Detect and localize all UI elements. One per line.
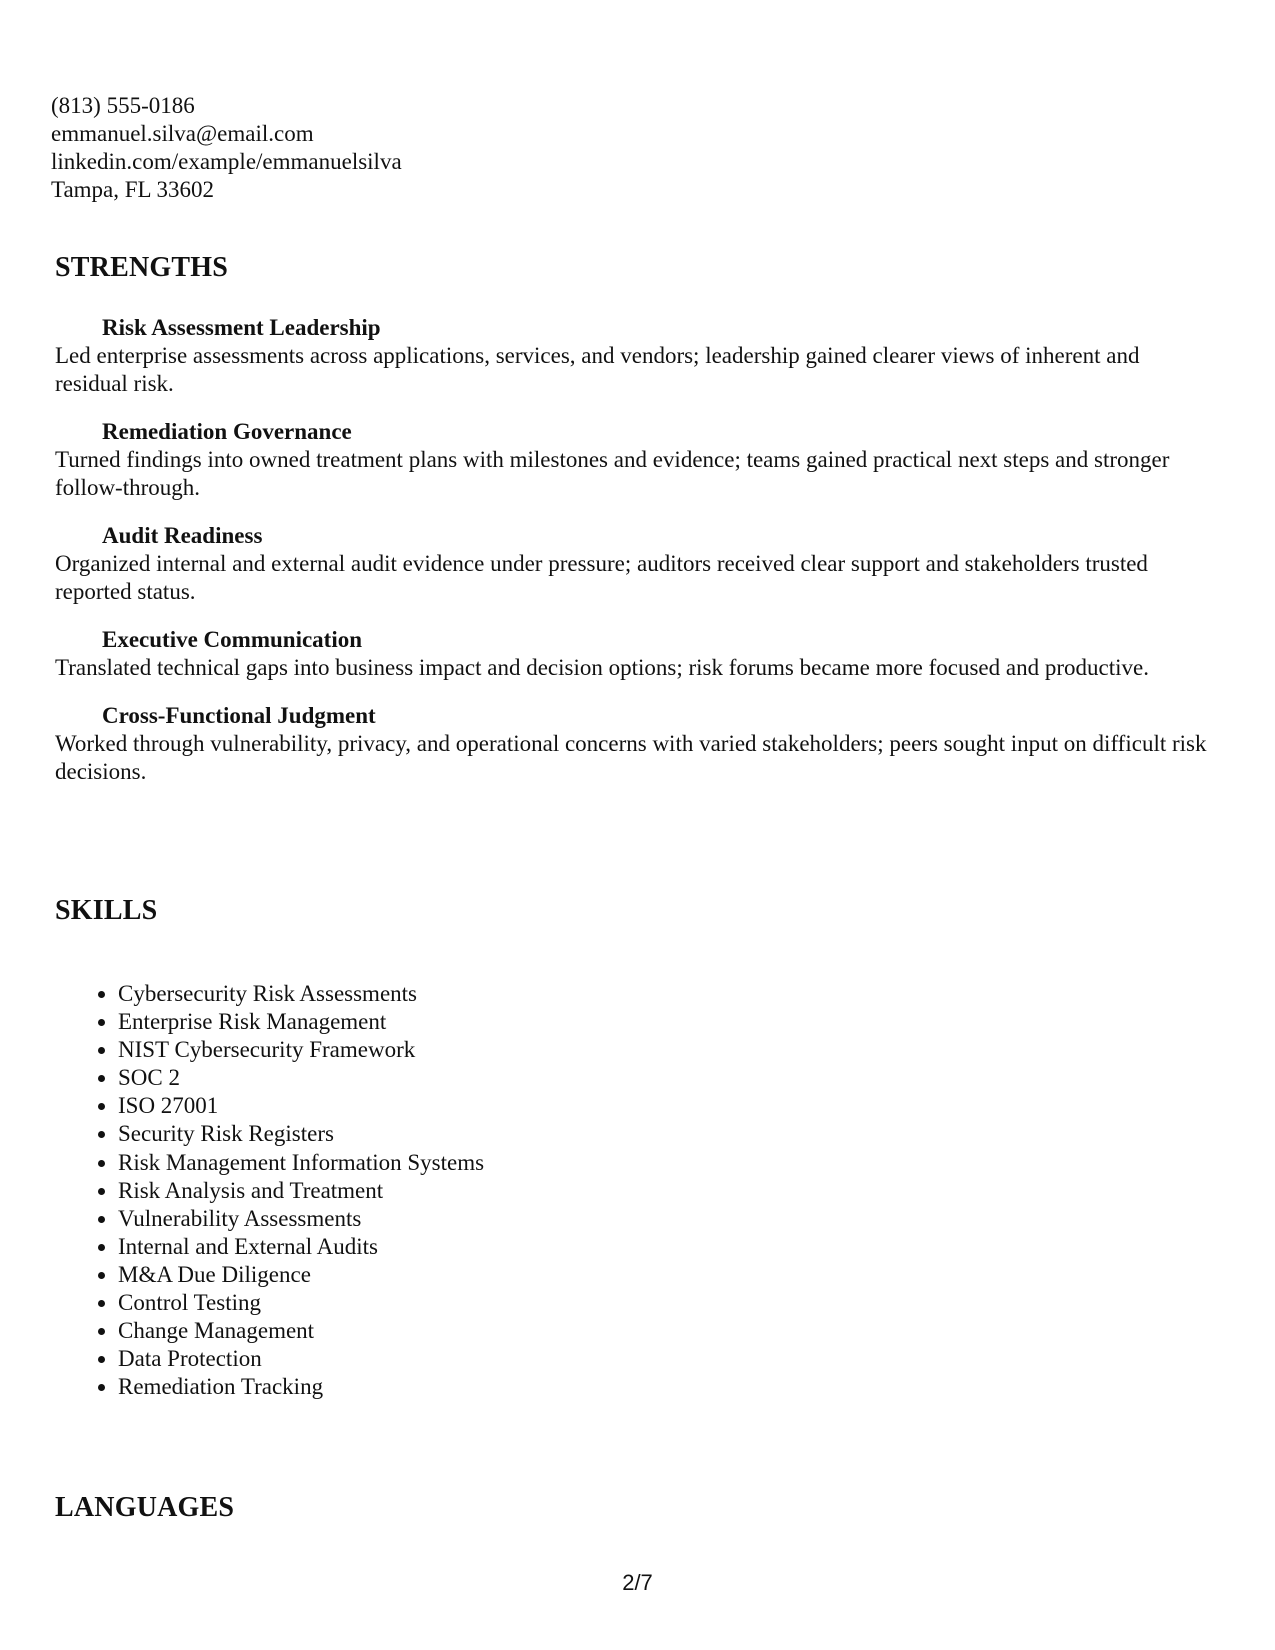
skill-item: • ISO 27001 (118, 1092, 484, 1120)
strength-item (55, 626, 1215, 682)
skills-list (70, 980, 484, 1401)
skill-item: • NIST Cybersecurity Framework (118, 1036, 484, 1064)
phone-number: (813) 555-0186 (51, 93, 195, 118)
strengths-heading: STRENGTHS (55, 252, 228, 283)
strength-description: Turned findings into owned treatment plans with milestones and evidence; teams gained practical next steps and stronger follow-through. (55, 447, 1170, 500)
skill-item: • Data Protection (118, 1345, 484, 1373)
languages-heading: LANGUAGES (55, 1492, 235, 1523)
strength-title: Audit Readiness (102, 523, 263, 548)
strength-item (55, 418, 1215, 502)
location: Tampa, FL 33602 (51, 177, 214, 202)
skill-item: • Risk Management Information Systems (118, 1149, 484, 1177)
skill-item: • Control Testing (118, 1289, 484, 1317)
strength-title: Remediation Governance (102, 419, 352, 444)
strength-description: Translated technical gaps into business impact and decision options; risk forums became more focused and productive. (55, 655, 1149, 680)
skill-item: • Vulnerability Assessments (118, 1205, 484, 1233)
strength-description: Worked through vulnerability, privacy, and operational concerns with varied stakeholders; peers sought input on difficult risk decisions. (55, 731, 1207, 784)
strength-item (55, 522, 1215, 606)
strength-description: Organized internal and external audit evidence under pressure; auditors received clear support and stakeholders trusted reported status. (55, 551, 1148, 604)
skill-item: • Enterprise Risk Management (118, 1008, 484, 1036)
strength-item (55, 702, 1215, 786)
page-number: 2/7 (622, 1570, 653, 1595)
contact-info (51, 92, 402, 204)
strength-item (55, 314, 1215, 398)
linkedin-url: linkedin.com/example/emmanuelsilva (51, 149, 402, 174)
skill-item: • Internal and External Audits (118, 1233, 484, 1261)
strength-description: Led enterprise assessments across applications, services, and vendors; leadership gained clearer views of inherent and residual risk. (55, 343, 1140, 396)
email-address: emmanuel.silva@email.com (51, 121, 314, 146)
skill-item: • Remediation Tracking (118, 1373, 484, 1401)
skill-item: • Risk Analysis and Treatment (118, 1177, 484, 1205)
skill-item: • Change Management (118, 1317, 484, 1345)
skill-item: • Security Risk Registers (118, 1120, 484, 1148)
skill-item: • SOC 2 (118, 1064, 484, 1092)
strength-title: Executive Communication (102, 627, 363, 652)
skill-item: • Cybersecurity Risk Assessments (118, 980, 484, 1008)
skill-item: • M&A Due Diligence (118, 1261, 484, 1289)
skills-heading: SKILLS (55, 895, 158, 926)
strengths-list (55, 314, 1215, 806)
strength-title: Risk Assessment Leadership (102, 315, 381, 340)
strength-title: Cross-Functional Judgment (102, 703, 376, 728)
